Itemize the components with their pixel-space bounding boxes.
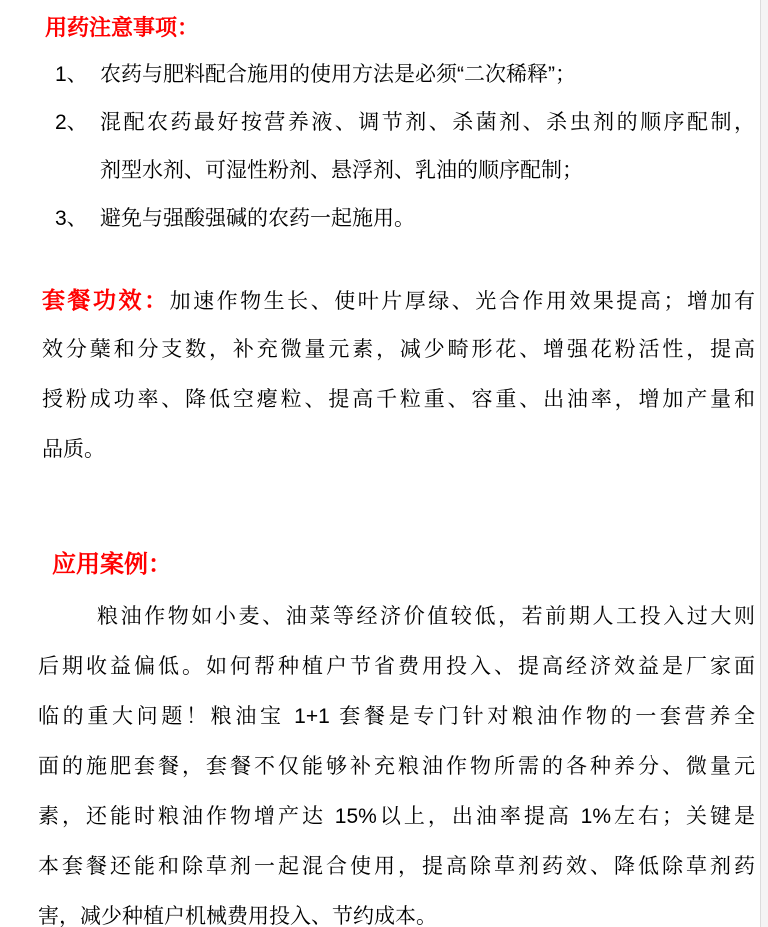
list-item-2-continued — [0, 145, 755, 193]
case-line: 素，还能时粮油作物增产达 15%以上，出油率提高 1%左右；关键是 — [38, 805, 755, 828]
list-number: 1、 — [55, 63, 88, 86]
efficacy-line — [42, 275, 755, 325]
list-item-3 — [0, 193, 755, 241]
case-line: 粮油作物如小麦、油菜等经济价值较低，若前期人工投入过大则 — [97, 605, 755, 628]
case-line: 面的施肥套餐，套餐不仅能够补充粮油作物所需的各种养分、微量元 — [38, 755, 755, 778]
efficacy-line: 授粉成功率、降低空瘪粒、提高千粒重、容重、出油率，增加产量和 — [42, 388, 755, 411]
list-item-text: 混配农药最好按营养液、调节剂、杀菌剂、杀虫剂的顺序配制， — [100, 111, 755, 134]
list-item-text: 剂型水剂、可湿性粉剂、悬浮剂、乳油的顺序配制； — [100, 159, 583, 182]
list-item-text: 农药与肥料配合施用的使用方法是必须“二次稀释”； — [100, 63, 576, 86]
efficacy-line-last: 品质。 — [42, 438, 105, 461]
case-line: 本套餐还能和除草剂一起混合使用，提高除草剂药效、降低除草剂药 — [38, 855, 755, 878]
case-line-last: 害，减少种植户机械费用投入、节约成本。 — [38, 905, 437, 927]
efficacy-line-text: 加速作物生长、使叶片厚绿、光合作用效果提高；增加有 — [169, 290, 756, 313]
list-item-text: 避免与强酸强碱的农药一起施用。 — [100, 207, 415, 230]
case-heading: 应用案例： — [52, 551, 172, 578]
notes-heading: 用药注意事项： — [45, 15, 200, 40]
list-number: 2、 — [55, 111, 88, 134]
case-line: 后期收益偏低。如何帮种植户节省费用投入、提高经济效益是厂家面 — [38, 655, 755, 678]
efficacy-paragraph — [42, 275, 755, 475]
case-line: 临的重大问题！粮油宝 1+1 套餐是专门针对粮油作物的一套营养全 — [38, 705, 755, 728]
case-paragraph — [38, 592, 755, 927]
list-item-1 — [0, 49, 755, 97]
efficacy-heading: 套餐功效： — [42, 287, 170, 313]
list-item-2 — [0, 97, 755, 145]
notes-list — [0, 49, 755, 241]
page-edge-strip — [760, 0, 768, 927]
list-number: 3、 — [55, 207, 88, 230]
efficacy-line: 效分蘖和分支数，补充微量元素，减少畸形花、增强花粉活性，提高 — [42, 338, 755, 361]
